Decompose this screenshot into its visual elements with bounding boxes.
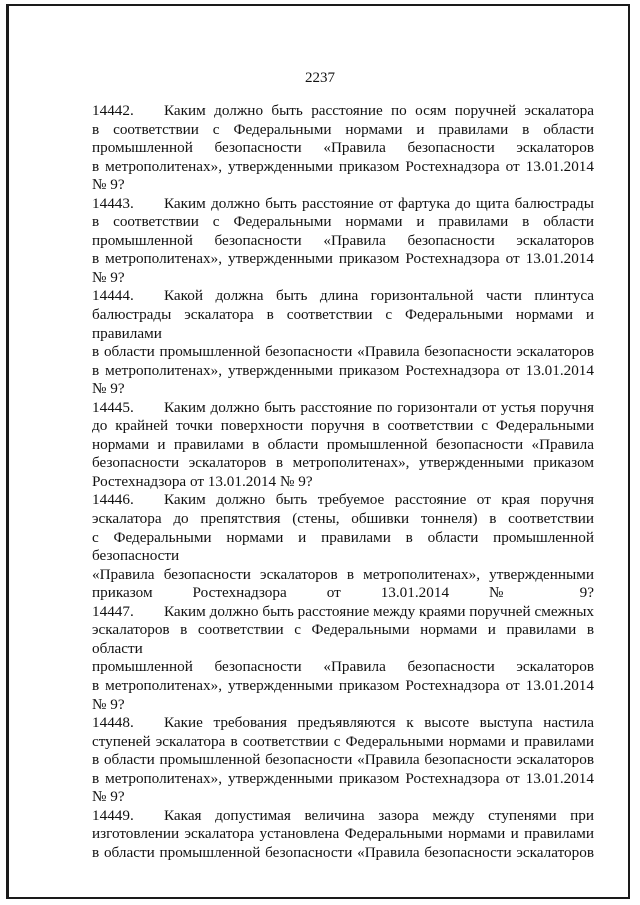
question-text: промышленной безопасности «Правила безопасности эскалаторов [92, 658, 594, 676]
question-line [92, 362, 594, 381]
question-text: Каким должно быть расстояние по осям поручней эскалатора [164, 102, 594, 119]
question-line [92, 788, 594, 807]
question-line [92, 343, 594, 362]
question-line [92, 696, 594, 715]
question-text: безопасности эскалаторов в метрополитенах», утвержденными приказом [92, 454, 594, 472]
question-line [92, 658, 594, 677]
question-text: до крайней точки поверхности поручня в соответствии с Федеральными [92, 417, 594, 435]
question-line [92, 306, 594, 343]
question-text: № 9? [92, 176, 125, 194]
question-line [92, 510, 594, 529]
question-text: Какой должна быть длина горизонтальной части плинтуса [164, 287, 594, 305]
question-text: эскалатора до препятствия (стены, обшивки тоннеля) в соответствии [92, 510, 594, 528]
question-line [92, 176, 594, 195]
question-14447 [92, 603, 594, 714]
question-number: 14444. [92, 287, 134, 305]
question-line [92, 269, 594, 288]
question-text: № 9? [92, 695, 125, 713]
question-text: Ростехнадзора от 13.01.2014 № 9? [92, 472, 313, 490]
question-line [92, 751, 594, 770]
question-text: изготовлении эскалатора установлена Федеральными нормами и правилами [92, 825, 594, 843]
question-number: 14447. [92, 602, 134, 620]
question-text: Какие требования предъявляются к высоте выступа настила [164, 714, 594, 732]
question-text: № 9? [92, 380, 125, 398]
question-line [92, 473, 594, 492]
question-text: приказом Ростехнадзора от 13.01.2014 № 9? [92, 584, 594, 602]
question-line [92, 417, 594, 436]
question-14448 [92, 714, 594, 807]
question-text: в области промышленной безопасности «Правила безопасности эскалаторов [92, 343, 594, 361]
question-line [92, 436, 594, 455]
question-text: № 9? [92, 788, 125, 806]
question-text: промышленной безопасности «Правила безопасности эскалаторов [92, 231, 594, 249]
question-number: 14448. [92, 714, 134, 732]
question-text: балюстрады эскалатора в соответствии с Федеральными нормами и правилами [92, 306, 594, 342]
document-body [92, 102, 594, 862]
question-line [92, 195, 594, 214]
page-number: 2237 [305, 70, 335, 86]
question-text: № 9? [92, 268, 125, 286]
question-line [92, 454, 594, 473]
question-line [92, 566, 594, 585]
question-line [92, 733, 594, 752]
question-text: в соответствии с Федеральными нормами и правилами в области [92, 120, 594, 138]
question-text: в области промышленной безопасности «Правила безопасности эскалаторов [92, 751, 594, 769]
question-line [92, 603, 594, 622]
question-text: «Правила безопасности эскалаторов в метрополитенах», утвержденными [92, 565, 594, 583]
question-line [92, 825, 594, 844]
question-text: Каким должно быть расстояние между краями поручней смежных [164, 602, 594, 620]
question-text: в области промышленной безопасности «Правила безопасности эскалаторов [92, 843, 594, 861]
question-line [92, 714, 594, 733]
question-14445 [92, 399, 594, 492]
question-text: эскалаторов в соответствии с Федеральными нормами и правилами в области [92, 621, 594, 657]
question-line [92, 213, 594, 232]
question-number: 14446. [92, 491, 134, 509]
question-text: Каким должно быть расстояние от фартука до щита балюстрады [164, 194, 594, 212]
question-text: ступеней эскалатора в соответствии с Федеральными нормами и правилами [92, 732, 594, 750]
question-14444 [92, 287, 594, 398]
question-14449 [92, 807, 594, 863]
question-number: 14443. [92, 194, 134, 212]
question-line [92, 139, 594, 158]
question-text: Каким должно быть расстояние по горизонтали от устья поручня [164, 398, 594, 416]
question-text: в метрополитенах», утвержденными приказом Ростехнадзора от 13.01.2014 [92, 361, 594, 379]
question-line [92, 584, 594, 603]
question-14442 [92, 102, 594, 195]
question-line [92, 287, 594, 306]
question-line [92, 677, 594, 696]
question-text: в метрополитенах», утвержденными приказом Ростехнадзора от 13.01.2014 [92, 769, 594, 787]
question-line [92, 491, 594, 510]
question-text: Каким должно быть требуемое расстояние от края поручня [164, 491, 594, 509]
question-text: промышленной безопасности «Правила безопасности эскалаторов [92, 139, 594, 157]
question-text: в метрополитенах», утвержденными приказом Ростехнадзора от 13.01.2014 [92, 676, 594, 694]
question-line [92, 232, 594, 251]
question-line [92, 102, 594, 121]
question-line [92, 770, 594, 789]
question-14443 [92, 195, 594, 288]
question-text: Какая допустимая величина зазора между ступенями при [164, 806, 594, 824]
question-text: в метрополитенах», утвержденными приказом Ростехнадзора от 13.01.2014 [92, 250, 594, 268]
question-number: 14445. [92, 398, 134, 416]
question-text: нормами и правилами в области промышленной безопасности «Правила [92, 435, 594, 453]
question-text: с Федеральными нормами и правилами в области промышленной безопасности [92, 528, 594, 565]
question-line [92, 621, 594, 658]
question-line [92, 529, 594, 566]
question-line [92, 250, 594, 269]
question-text: в соответствии с Федеральными нормами и правилами в области [92, 213, 594, 231]
question-line [92, 380, 594, 399]
question-line [92, 399, 594, 418]
question-line [92, 844, 594, 863]
question-line [92, 158, 594, 177]
question-text: в метрополитенах», утвержденными приказом Ростехнадзора от 13.01.2014 [92, 157, 594, 175]
question-number: 14442. [92, 102, 134, 119]
question-number: 14449. [92, 806, 134, 824]
question-line [92, 807, 594, 826]
question-14446 [92, 491, 594, 602]
question-line [92, 121, 594, 140]
